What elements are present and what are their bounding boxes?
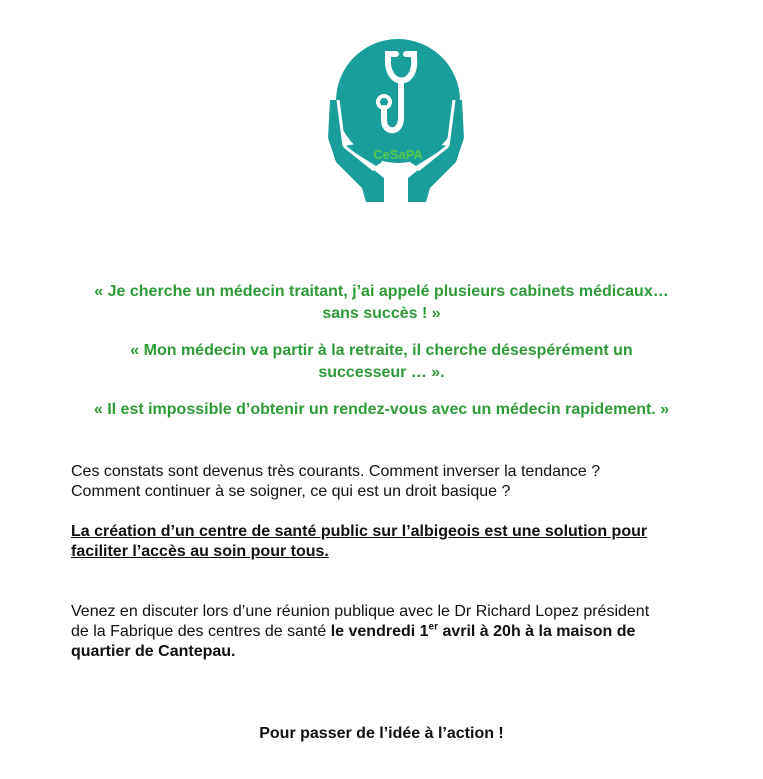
observation-paragraph [71,462,721,502]
solution-line-2: faciliter l’accès au soin pour tous. [71,543,329,560]
invitation-line-3: quartier de Cantepau. [71,643,236,660]
stethoscope-in-hands-icon [322,38,470,202]
quote-1 [40,281,723,325]
invitation-date-suffix: er [428,621,438,633]
invitation-line-2 [71,622,721,642]
quote-1-line-2: sans succès ! » [322,305,441,322]
solution-line-1: La création d’un centre de santé public sur l’albigeois est une solution pour [71,523,648,540]
closing-slogan: Pour passer de l’idée à l’action ! [259,725,504,742]
invitation-paragraph [71,602,721,662]
invitation-date: le vendredi 1 [330,623,429,640]
cesapa-logo [322,38,470,202]
quote-2-line-1: « Mon médecin va partir à la retraite, il cherche désespérément un [130,342,633,359]
invitation-line-1: Venez en discuter lors d’une réunion publique avec le Dr Richard Lopez président [71,603,650,620]
invitation-line-2-normal: de la Fabrique des centres de santé [71,623,331,640]
quote-2 [40,340,723,384]
solution-paragraph [71,522,721,562]
quote-1-line-1: « Je cherche un médecin traitant, j’ai appelé plusieurs cabinets médicaux… [94,283,669,300]
observation-line-1: Ces constats sont devenus très courants. Comment inverser la tendance ? [71,463,601,480]
invitation-time-place: avril à 20h à la maison de [438,623,636,640]
quote-3-line-1: « Il est impossible d’obtenir un rendez-vous avec un médecin rapidement. » [93,401,670,418]
quote-3 [40,399,723,421]
logo-text: CeSaPA [373,147,423,162]
quote-2-line-2: successeur … ». [318,364,445,381]
observation-line-2: Comment continuer à se soigner, ce qui est un droit basique ? [71,483,511,500]
